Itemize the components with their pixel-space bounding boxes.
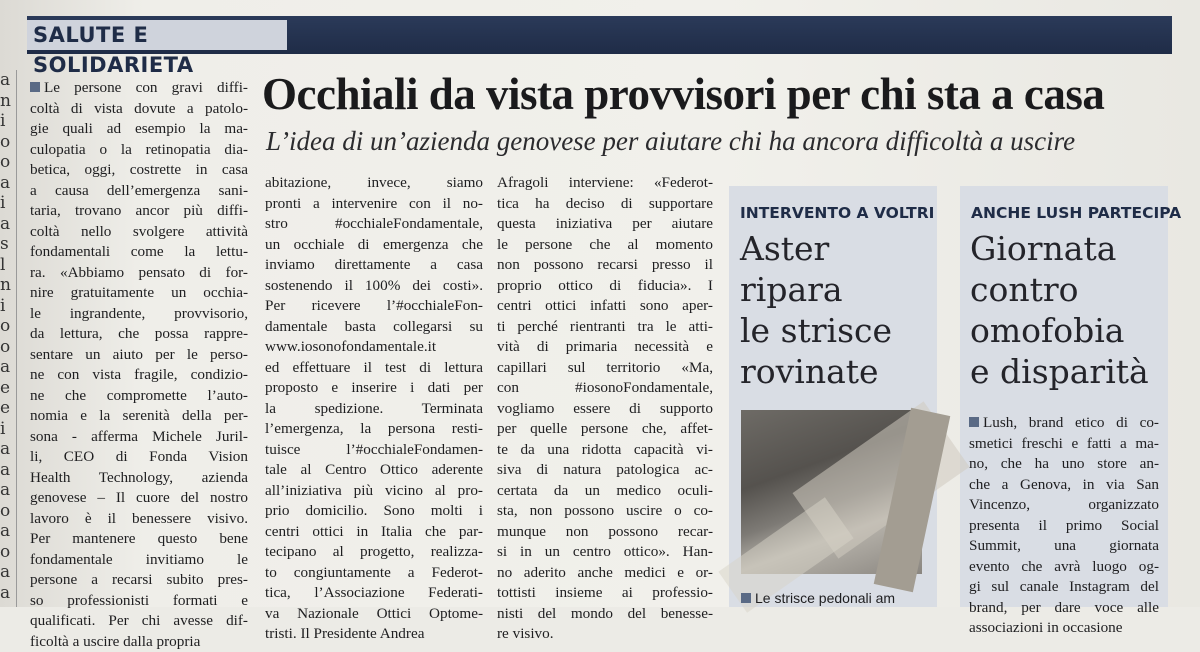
text-line: lavoro è il benessere visivo. (30, 509, 248, 530)
box2-kicker: ANCHE LUSH PARTECIPA (971, 204, 1181, 222)
text-line: sta, non possono uscire o co- (497, 501, 713, 522)
headline-line: ripara (740, 269, 892, 310)
text-line: fondamentale invitiamo le (30, 550, 248, 571)
text-line: gie quali ad esempio la ma- (30, 119, 248, 140)
text-line: coltà nello svolgere attività (30, 222, 248, 243)
text-line: tica, l’Associazione Federati- (265, 583, 483, 604)
text-line: siva di natura patologica ac- (497, 460, 713, 481)
section-title: SALUTE E SOLIDARIETA (27, 20, 287, 50)
text-line: tristi. Il Presidente Andrea (265, 624, 483, 645)
cropped-letter: i (0, 296, 12, 317)
left-cropped-column (0, 70, 12, 607)
article-column-1 (30, 78, 248, 652)
text-line: Per ricevere l’#occhialeFon- (265, 296, 483, 317)
text-line: Health Technology, azienda (30, 468, 248, 489)
bullet-square-icon (30, 82, 40, 92)
box2-body (969, 413, 1159, 639)
text-line: associazioni in occasione (969, 618, 1159, 639)
text-line: ne che compromette l’auto- (30, 386, 248, 407)
headline-line: omofobia (970, 310, 1149, 351)
box1-caption-text: Le strisce pedonali am (755, 590, 895, 606)
cropped-letter: n (0, 275, 12, 296)
cropped-letter: a (0, 173, 12, 194)
cropped-letter: a (0, 562, 12, 583)
headline-line: Giornata (970, 228, 1149, 269)
text-line: centri ottici infatti sono aper- (497, 296, 713, 317)
cropped-letter: i (0, 193, 12, 214)
text-line: re visivo. (497, 624, 713, 645)
text-line: si in un centro ottico». Han- (497, 542, 713, 563)
text-line: qualificati. Per chi avesse dif- (30, 611, 248, 632)
box2-headline (970, 228, 1149, 392)
text-line: certata da un medico oculi- (497, 481, 713, 502)
cropped-letter: o (0, 337, 12, 358)
text-line: smetici freschi e fatti a ma- (969, 434, 1159, 455)
text-line: all’iniziativa più vicino al pro- (265, 481, 483, 502)
box1-caption (741, 590, 931, 606)
text-line: Lush, brand etico di co- (969, 413, 1159, 434)
text-line: pronti a intervenire con il no- (265, 194, 483, 215)
text-line: Le persone con gravi diffi- (30, 78, 248, 99)
text-line: presenta il primo Social (969, 516, 1159, 537)
cropped-letter: i (0, 111, 12, 132)
text-line: centri ottici in Italia che par- (265, 522, 483, 543)
headline-line: contro (970, 269, 1149, 310)
text-line: l’emergenza, la persona resti- (265, 419, 483, 440)
cropped-letter: a (0, 439, 12, 460)
cropped-letter: o (0, 152, 12, 173)
text-line: culopatia o la retinopatia dia- (30, 140, 248, 161)
text-line: damentale basta collegarsi su (265, 317, 483, 338)
text-line: ficoltà a uscire dalla propria (30, 632, 248, 652)
text-line: Summit, una giornata (969, 536, 1159, 557)
text-line: sentare un aiuto per le perso- (30, 345, 248, 366)
box1-kicker: INTERVENTO A VOLTRI (740, 204, 934, 222)
text-line: da lettura, che possa rappre- (30, 324, 248, 345)
cropped-letter: a (0, 521, 12, 542)
cropped-letter: s (0, 234, 12, 255)
text-line: vogliamo essere di supporto (497, 399, 713, 420)
text-line: prio domicilio. Sono molti i (265, 501, 483, 522)
article-subhead: L’idea di un’azienda genovese per aiutare chi ha ancora difficoltà a uscire (266, 124, 1176, 158)
section-header-bar (27, 16, 1172, 54)
text-line: nomia e la serenità della per- (30, 406, 248, 427)
text-line: no, che ha uno store an- (969, 454, 1159, 475)
headline-line: le strisce (740, 310, 892, 351)
cropped-letter: n (0, 91, 12, 112)
cropped-letter: a (0, 480, 12, 501)
text-line: no aderito anche medici e or- (497, 563, 713, 584)
cropped-letter: o (0, 542, 12, 563)
text-line: munque non possono recar- (497, 522, 713, 543)
text-line: persone a recarsi subito pres- (30, 570, 248, 591)
text-line: abitazione, invece, siamo (265, 173, 483, 194)
text-line: un occhiale di emergenza che (265, 235, 483, 256)
text-line: ra. «Abbiamo pensato di for- (30, 263, 248, 284)
text-line: proprio ottico di fiducia». I (497, 276, 713, 297)
text-line: to congiuntamente a Federot- (265, 563, 483, 584)
text-line: taria, trovano ancor più diffi- (30, 201, 248, 222)
cropped-letter: o (0, 501, 12, 522)
text-line: te da una ridotta capacità vi- (497, 440, 713, 461)
headline-line: e disparità (970, 351, 1149, 392)
text-line: questa iniziativa per aiutare (497, 214, 713, 235)
bullet-square-icon (741, 593, 751, 603)
text-line: Per mantenere questo bene (30, 529, 248, 550)
text-line: sona - afferma Michele Juril- (30, 427, 248, 448)
text-line: ed effettuare il test di lettura (265, 358, 483, 379)
text-line: tale al Centro Ottico aderente (265, 460, 483, 481)
cropped-letter: a (0, 357, 12, 378)
text-line: betica, oggi, costrette in casa (30, 160, 248, 181)
text-line: va Nazionale Ottici Optome- (265, 604, 483, 625)
text-line: vità di primaria necessità e (497, 337, 713, 358)
text-line: evento che avrà luogo og- (969, 557, 1159, 578)
bullet-square-icon (969, 417, 979, 427)
text-line: capillari sul territorio «Ma, (497, 358, 713, 379)
text-line: tica ha deciso di supportare (497, 194, 713, 215)
text-line: che a Genova, in via San (969, 475, 1159, 496)
text-line: le ingrandente, provvisorio, (30, 304, 248, 325)
cropped-letter: a (0, 70, 12, 91)
text-line: brand, per dare voce alle (969, 598, 1159, 619)
cropped-letter: a (0, 460, 12, 481)
text-line: li, CEO di Fonda Vision (30, 447, 248, 468)
text-line: con #iosonoFondamentale, (497, 378, 713, 399)
cropped-letter: e (0, 378, 12, 399)
text-line: le persone che al momento (497, 235, 713, 256)
text-line: tecipano al progetto, realizza- (265, 542, 483, 563)
text-line: Afragoli interviene: «Federot- (497, 173, 713, 194)
text-line: ne con vista fragile, condizio- (30, 365, 248, 386)
text-line: inviamo direttamente a casa (265, 255, 483, 276)
box1-headline (740, 228, 892, 392)
text-line: la spedizione. Terminata (265, 399, 483, 420)
crosswalk-photo (741, 410, 922, 574)
text-line: stro #occhialeFondamentale, (265, 214, 483, 235)
text-line: nire gratuitamente un occhia- (30, 283, 248, 304)
cropped-letter: o (0, 316, 12, 337)
cropped-letter: e (0, 398, 12, 419)
text-line: a causa dell’emergenza sani- (30, 181, 248, 202)
text-line: fondamentali come la lettu- (30, 242, 248, 263)
text-line: per quelle persone che, affet- (497, 419, 713, 440)
cropped-letter: a (0, 583, 12, 604)
cropped-letter: l (0, 255, 12, 276)
headline-line: Aster (740, 228, 892, 269)
article-headline: Occhiali da vista provvisori per chi sta a casa (262, 68, 1162, 120)
text-line: nisti del mondo del benesse- (497, 604, 713, 625)
text-line: www.iosonofondamentale.it (265, 337, 483, 358)
text-line: tottisti insieme ai professio- (497, 583, 713, 604)
article-column-2 (265, 173, 483, 645)
text-line: Vincenzo, organizzato (969, 495, 1159, 516)
cropped-letter: i (0, 419, 12, 440)
article-column-3 (497, 173, 713, 645)
text-line: gi sul canale Instagram del (969, 577, 1159, 598)
text-line: ti perché rientranti tra le atti- (497, 317, 713, 338)
text-line: tuisce l’#occhialeFondamen- (265, 440, 483, 461)
text-line: genovese – Il cuore del nostro (30, 488, 248, 509)
text-line: sostenendo il 100% dei costi». (265, 276, 483, 297)
cropped-letter: o (0, 132, 12, 153)
text-line: so professionisti formati e (30, 591, 248, 612)
headline-line: rovinate (740, 351, 892, 392)
column-divider (16, 70, 17, 607)
cropped-letter: a (0, 214, 12, 235)
text-line: proposto e inserire i dati per (265, 378, 483, 399)
text-line: coltà di vista dovute a patolo- (30, 99, 248, 120)
text-line: non possono recarsi presso il (497, 255, 713, 276)
